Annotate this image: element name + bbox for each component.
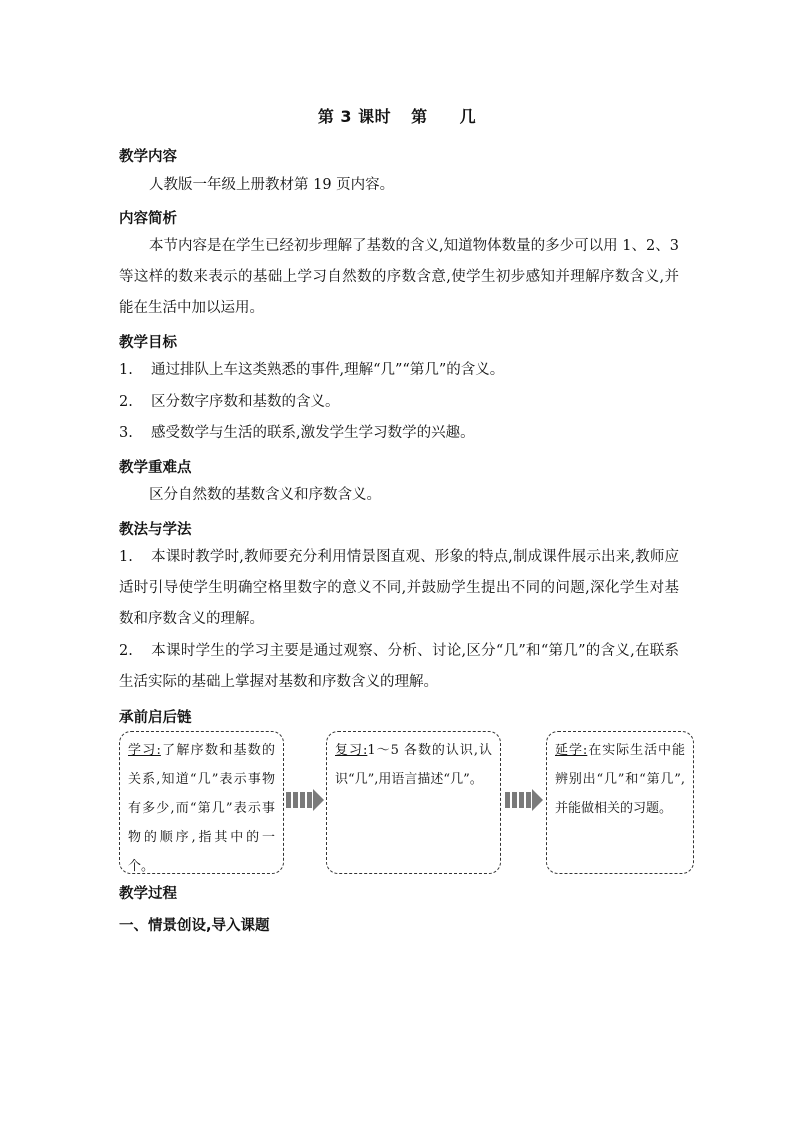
chain-box-extend-label: 延学: [555, 743, 588, 758]
title-word-di: 第 [411, 107, 428, 126]
heading-chain: 承前启后链 [119, 710, 192, 726]
key-points-text: 区分自然数的基数含义和序数含义。 [149, 487, 381, 503]
heading-goals: 教学目标 [119, 335, 177, 351]
chain-box-learn [119, 731, 284, 874]
page-title [0, 104, 794, 127]
heading-key-points: 教学重难点 [119, 460, 192, 476]
goal-item-3: 3. 感受数学与生活的联系,激发学生学习数学的兴趣。 [119, 425, 475, 441]
heading-process: 教学过程 [119, 886, 177, 902]
process-subheading: 一、情景创设,导入课题 [119, 918, 270, 934]
heading-content: 教学内容 [119, 149, 177, 165]
chain-box-review [326, 731, 501, 874]
title-lesson: 第 3 课时 [317, 107, 392, 126]
goal-item-2: 2. 区分数字序数和基数的含义。 [119, 394, 340, 410]
analysis-text: 本节内容是在学生已经初步理解了基数的含义,知道物体数量的多少可以用 1、2、3 等这样的数来表示的基础上学习自然数的序数含意,使学生初步感知并理解序数含义,并能在生活中加以运用。 [119, 238, 679, 316]
chain-box-review-label: 复习: [335, 743, 368, 758]
chain-box-extend-text: 在实际生活中能辨别出“几”和“第几”,并能做相关的习题。 [555, 743, 685, 816]
method-item-1: 1. 本课时教学时,教师要充分利用情景图直观、形象的特点,制成课件展示出来,教师应适时引导使学生明确空格里数字的意义不同,并鼓励学生提出不同的问题,深化学生对基数和序数含义的理解。 [119, 549, 679, 627]
goal-item-1: 1. 通过排队上车这类熟悉的事件,理解“几”“第几”的含义。 [119, 362, 505, 378]
method-item-2: 2. 本课时学生的学习主要是通过观察、分析、讨论,区分“几”和“第几”的含义,在联系生活实际的基础上掌握对基数和序数含义的理解。 [119, 643, 679, 690]
arrow-right-icon [505, 789, 543, 811]
arrow-right-icon [286, 789, 324, 811]
content-text: 人教版一年级上册教材第 19 页内容。 [149, 177, 395, 193]
chain-box-learn-text: 了解序数和基数的关系,知道“几”表示事物有多少,而“第几”表示事物的顺序,指其中的一个。 [128, 743, 275, 874]
chain-box-extend [546, 731, 694, 874]
heading-analysis: 内容简析 [119, 211, 177, 227]
title-word-ji: 几 [459, 107, 477, 126]
chain-box-review-text: 1～5 各数的认识,认识“几”,用语言描述“几”。 [335, 743, 492, 787]
heading-methods: 教法与学法 [119, 522, 192, 538]
chain-box-learn-label: 学习: [128, 743, 161, 758]
